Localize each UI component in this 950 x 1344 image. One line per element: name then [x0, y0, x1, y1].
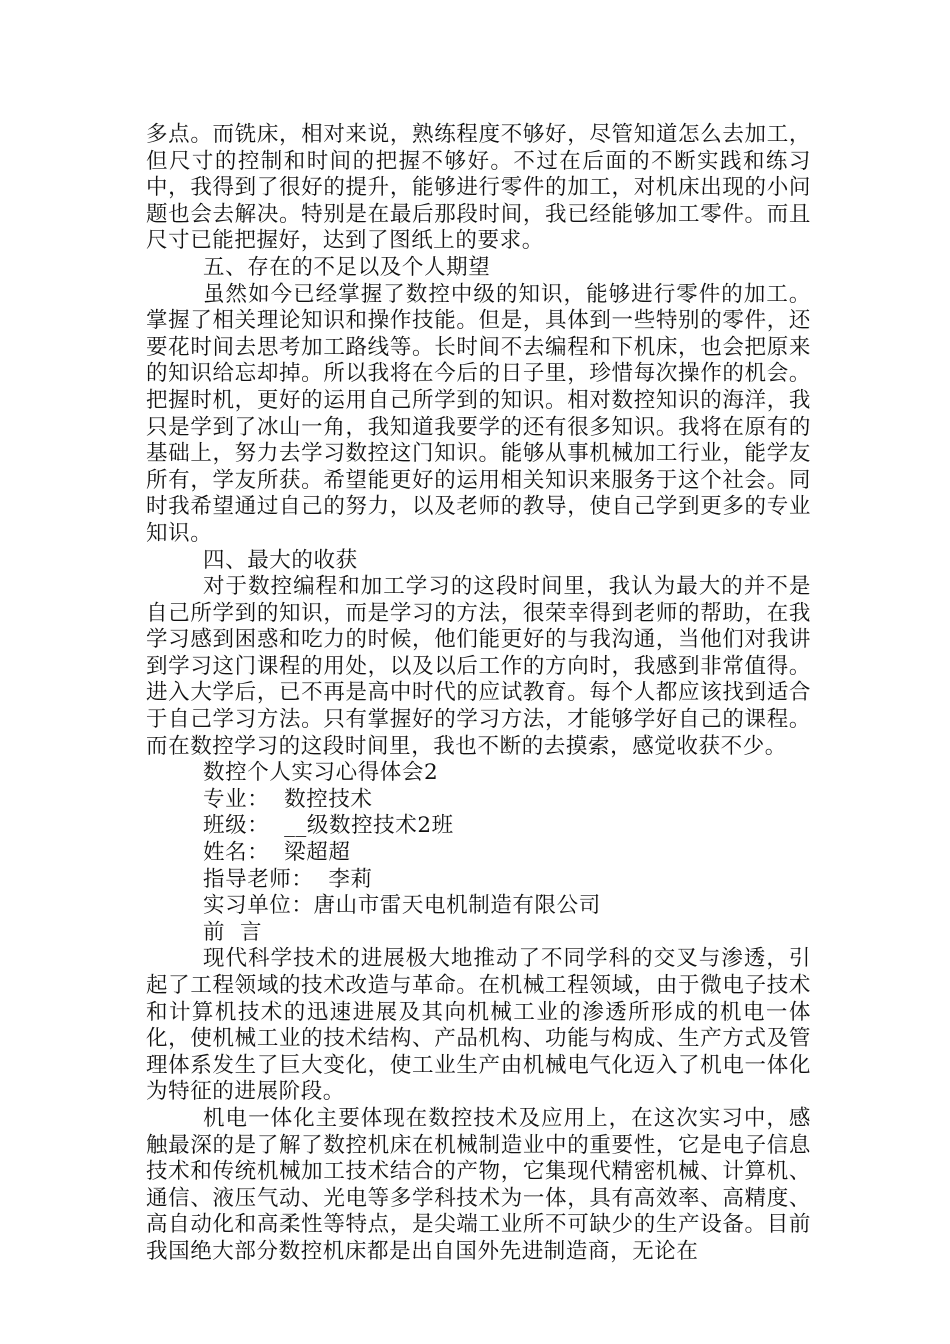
- field-name: 姓名： 梁超超: [203, 840, 351, 866]
- document-title-2: 数控个人实习心得体会2: [203, 760, 439, 786]
- preface-heading: 前 言: [203, 919, 263, 945]
- field-advisor: 指导老师： 李莉: [203, 866, 373, 892]
- paragraph-preface-2: 机电一体化主要体现在数控技术及应用上，在这次实习中，感触最深的是了解了数控机床在机械制造业中的重要性，它是电子信息技术和传统机械加工技术结合的产物，它集现代精密机械、计算机、通信、液压气动、光电等多学科技术为一体，具有高效率、高精度、高自动化和高柔性等特点，是尖端工业所不可缺少的生产设备。目前我国绝大部分数控机床都是出自国外先进制造商，无论在: [146, 1105, 811, 1264]
- paragraph-gains: 对于数控编程和加工学习的这段时间里，我认为最大的并不是自己所学到的知识，而是学习的方法，很荣幸得到老师的帮助，在我学习感到困惑和吃力的时候，他们能更好的与我沟通，当他们对我讲到学习这门课程的用处，以及以后工作的方向时，我感到非常值得。进入大学后，已不再是高中时代的应试教育。每个人都应该找到适合于自己学习方法。只有掌握好的学习方法，才能够学好自己的课程。而在数控学习的这段时间里，我也不断的去摸索，感觉收获不少。: [146, 574, 811, 759]
- paragraph-milling-progress: 多点。而铣床，相对来说，熟练程度不够好，尽管知道怎么去加工，但尺寸的控制和时间的把握不够好。不过在后面的不断实践和练习中，我得到了很好的提升，能够进行零件的加工，对机床出现的小问题也会去解决。特别是在最后那段时间，我已经能够加工零件。而且尺寸已能把握好，达到了图纸上的要求。: [146, 122, 811, 254]
- section-heading-gains: 四、最大的收获: [203, 547, 358, 573]
- paragraph-preface-1: 现代科学技术的进展极大地推动了不同学科的交叉与渗透，引起了工程领域的技术改造与革命。在机械工程领域，由于微电子技术和计算机技术的迅速进展及其向机械工业的渗透所形成的机电一体化，使机械工业的技术结构、产品机构、功能与构成、生产方式及管理体系发生了巨大变化，使工业生产由机械电气化迈入了机电一体化为特征的进展阶段。: [146, 946, 811, 1105]
- document-page: [146, 122, 811, 1266]
- section-heading-shortcomings: 五、存在的不足以及个人期望: [203, 254, 491, 280]
- paragraph-shortcomings: 虽然如今已经掌握了数控中级的知识，能够进行零件的加工。掌握了相关理论知识和操作技能。但是，具体到一些特别的零件，还要花时间去思考加工路线等。长时间不去编程和下机床，也会把原来的知识给忘却掉。所以我将在今后的日子里，珍惜每次操作的机会。把握时机，更好的运用自己所学到的知识。相对数控知识的海洋，我只是学到了冰山一角，我知道我要学的还有很多知识。我将在原有的基础上，努力去学习数控这门知识。能够从事机械加工行业，能学友所有，学友所获。希望能更好的运用相关知识来服务于这个社会。同时我希望通过自己的努力，以及老师的教导，使自己学到更多的专业知识。: [146, 281, 811, 546]
- field-class: 班级： __级数控技术2班: [203, 813, 454, 839]
- field-major: 专业： 数控技术: [203, 786, 373, 812]
- field-internship-unit: 实习单位：唐山市雷天电机制造有限公司: [203, 893, 601, 919]
